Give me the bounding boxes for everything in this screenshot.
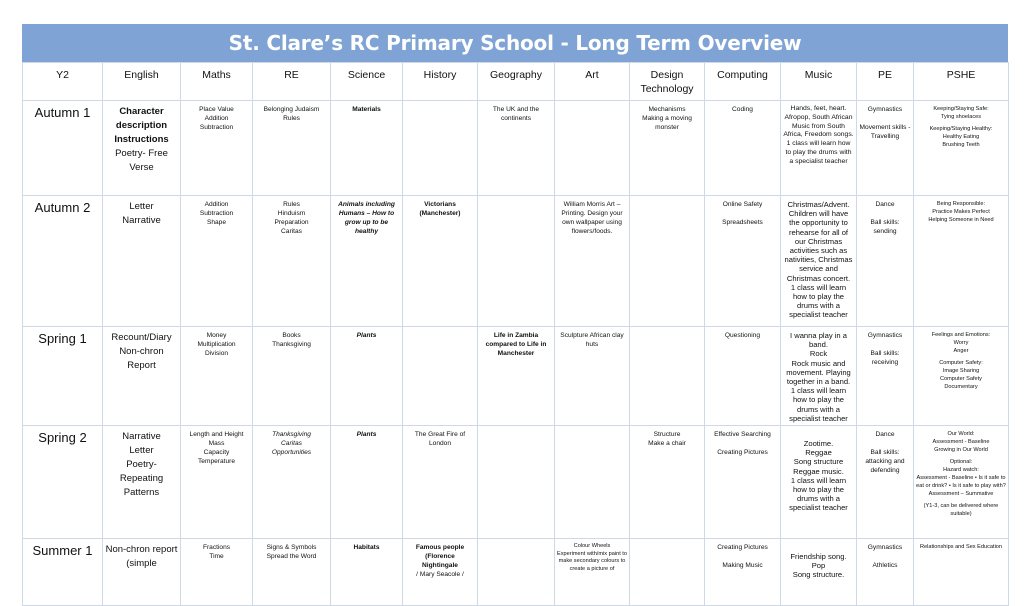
pe-cell <box>857 539 914 606</box>
pshe-cell <box>914 426 1009 539</box>
cell-line: Animals including Humans – How to grow up to be healthy <box>338 201 395 235</box>
cell-line: Creating Pictures <box>717 449 768 457</box>
music-cell <box>781 101 857 196</box>
cell-line: Assessment – Summative <box>928 491 994 498</box>
cell-line: Gymnastics <box>867 332 903 339</box>
dt-cell <box>630 327 705 426</box>
cell-line: Non-chron Report <box>119 346 164 371</box>
cell-line: Victorians <box>424 201 456 208</box>
cell-line: Make a chair <box>648 440 686 448</box>
cell-line: Experiment with/mix paint to make secondary colours to create a picture of <box>557 550 627 572</box>
cell-line: Non-chron report <box>105 544 178 556</box>
cell-line: Rock music and movement. Playing together in a band. <box>786 358 851 387</box>
cell-line: Documentary <box>944 384 978 390</box>
cell-line: Spreadsheets <box>722 219 763 226</box>
header-row <box>23 63 1009 101</box>
science-cell <box>331 327 403 426</box>
cell-line: Time <box>209 553 224 561</box>
page-title: St. Clare’s RC Primary School - Long Term Overview <box>22 24 1008 62</box>
science-cell <box>331 196 403 327</box>
dt-cell <box>630 196 705 327</box>
english-cell <box>103 196 181 327</box>
cell-line: Poetry- Free Verse <box>115 148 168 173</box>
history-cell <box>403 426 478 539</box>
cell-line: Keeping/Staying Healthy: <box>929 126 993 132</box>
cell-line: 1 class will learn how to play the drums with a specialist teacher <box>789 282 848 320</box>
maths-cell <box>181 426 253 539</box>
cell-line: Sculpture African clay huts <box>560 332 624 348</box>
maths-cell <box>181 539 253 606</box>
cell-line: Reggae music. <box>793 466 844 476</box>
cell-line: Song structure <box>793 457 844 467</box>
cell-line: William Morris Art – Printing. Design your own wallpaper using flowers/foods. <box>561 201 623 235</box>
subject-header: Maths <box>181 63 253 101</box>
cell-line: Caritas <box>281 440 302 448</box>
cell-line: Athletics <box>872 562 898 570</box>
cell-line: Colour Wheels <box>573 543 611 550</box>
cell-line: Being Responsible: <box>936 201 986 207</box>
cell-line: Shape <box>206 219 227 226</box>
cell-line: Making a moving monster <box>642 115 692 131</box>
term-label: Summer 1 <box>23 539 103 606</box>
cell-line: Division <box>204 350 229 357</box>
cell-line: Length and Height <box>189 431 244 439</box>
cell-line: Healthy Eating <box>942 134 980 140</box>
cell-line: Keeping/Staying Safe: <box>933 106 989 112</box>
music-cell <box>781 327 857 426</box>
science-cell <box>331 101 403 196</box>
art-cell <box>555 196 630 327</box>
subject-header: PE <box>857 63 914 101</box>
cell-line: Habitats <box>353 544 380 552</box>
subject-header: Geography <box>478 63 555 101</box>
cell-line: Worry <box>953 340 969 346</box>
geography-cell <box>478 539 555 606</box>
cell-line: Ball skills: sending <box>870 219 900 235</box>
term-label: Spring 1 <box>23 327 103 426</box>
dt-cell <box>630 539 705 606</box>
cell-line: Children will have the opportunity to rehearse for all of our Christmas activities such as nativities, Christmas service and Christmas concert. <box>784 209 853 283</box>
geography-cell <box>478 196 555 327</box>
english-cell <box>103 539 181 606</box>
geography-cell <box>478 327 555 426</box>
english-cell <box>103 101 181 196</box>
cell-line: Rock <box>809 349 828 359</box>
cell-line: Making Music <box>722 562 763 570</box>
re-cell <box>253 196 331 327</box>
english-cell <box>103 327 181 426</box>
term-row <box>23 101 1009 196</box>
pe-cell <box>857 327 914 426</box>
pe-cell <box>857 196 914 327</box>
term-label: Spring 2 <box>23 426 103 539</box>
maths-cell <box>181 327 253 426</box>
cell-line: Spread the Word <box>266 553 317 561</box>
history-cell <box>403 539 478 606</box>
cell-line: Life in Zambia compared to Life in Manchester <box>485 332 547 357</box>
cell-line: Hinduism <box>277 210 306 217</box>
cell-line: Signs & Symbols <box>266 544 317 552</box>
subject-header: Music <box>781 63 857 101</box>
dt-cell <box>630 101 705 196</box>
computing-cell <box>705 196 781 327</box>
cell-line: Image Sharing <box>942 368 980 374</box>
cell-line: Brushing Teeth <box>942 142 980 148</box>
cell-line: Movement skills - Travelling <box>859 124 911 140</box>
cell-line: Subtraction <box>199 210 234 217</box>
cell-line: Temperature <box>197 458 235 466</box>
pshe-cell <box>914 539 1009 606</box>
cell-line: Growing in Our World <box>934 447 988 454</box>
pe-cell <box>857 101 914 196</box>
cell-line: Character description <box>115 106 168 131</box>
computing-cell <box>705 327 781 426</box>
cell-line: Assessment - Baseline <box>932 439 990 446</box>
cell-line: Mass <box>208 440 225 448</box>
art-cell <box>555 539 630 606</box>
cell-line: Letter <box>129 201 154 212</box>
art-cell <box>555 327 630 426</box>
cell-line: Music from South Africa, Freedom songs. <box>783 122 854 139</box>
re-cell <box>253 539 331 606</box>
cell-line: I wanna play in a band. <box>790 331 847 350</box>
subject-header: Computing <box>705 63 781 101</box>
cell-line: Reggae <box>805 448 832 458</box>
cell-line: Gymnastics <box>867 106 903 113</box>
cell-line: Multiplication <box>197 341 236 348</box>
cell-line: Mechanisms <box>648 106 686 113</box>
cell-line: Capacity <box>203 449 230 457</box>
subject-header: History <box>403 63 478 101</box>
cell-line: Famous people <box>415 544 465 552</box>
cell-line: Materials <box>352 106 381 113</box>
pshe-cell <box>914 327 1009 426</box>
term-row <box>23 426 1009 539</box>
maths-cell <box>181 101 253 196</box>
cell-line: Recount/Diary <box>111 332 172 343</box>
cell-line: Assessment - Baseline • Is it safe to eat or drink? • Is it safe to play with? <box>916 475 1006 490</box>
cell-line: Optional: <box>949 459 973 466</box>
cell-line: Poetry- Repeating Patterns <box>119 459 164 499</box>
cell-line: Coding <box>732 106 753 113</box>
art-cell <box>555 426 630 539</box>
cell-line: Online Safety <box>722 201 763 208</box>
computing-cell <box>705 101 781 196</box>
history-cell <box>403 327 478 426</box>
term-label: Autumn 2 <box>23 196 103 327</box>
cell-line: Our World: <box>947 431 975 438</box>
cell-line: Song structure. <box>792 570 845 580</box>
term-row <box>23 327 1009 426</box>
cell-line: (Manchester) <box>419 210 461 217</box>
cell-line: Opportunities <box>271 449 312 457</box>
cell-line: Pop <box>811 561 826 571</box>
pe-cell <box>857 426 914 539</box>
english-cell <box>103 426 181 539</box>
cell-line: (Y1-3, can be delivered where suitable) <box>923 503 999 518</box>
subject-header: English <box>103 63 181 101</box>
cell-line: Ball skills: receiving <box>870 350 900 366</box>
subject-header: PSHE <box>914 63 1009 101</box>
cell-line: Relationships and Sex Education <box>919 544 1003 551</box>
cell-line: Addition <box>204 201 229 208</box>
cell-line: Effective Searching <box>714 431 771 439</box>
geography-cell <box>478 101 555 196</box>
cell-line: Thanksgiving <box>272 431 311 439</box>
cell-line: Anger <box>953 348 969 354</box>
cell-line: Dance <box>875 431 895 439</box>
cell-line: 1 class will learn how to play the drums with a specialist teacher <box>789 386 848 423</box>
cell-line: (Florence <box>425 553 455 561</box>
art-cell <box>555 101 630 196</box>
term-row <box>23 539 1009 606</box>
cell-line: Plants <box>356 431 377 439</box>
cell-line: Nightingale <box>422 562 458 570</box>
cell-line: Christmas/Advent. <box>787 200 850 209</box>
cell-line: Fractions <box>202 544 231 552</box>
cell-line: Feelings and Emotions: <box>931 332 991 338</box>
cell-line: Books <box>282 332 301 339</box>
cell-line: Computer Safety <box>940 376 982 382</box>
term-row <box>23 196 1009 327</box>
pshe-cell <box>914 196 1009 327</box>
term-label: Autumn 1 <box>23 101 103 196</box>
subject-header: Design Technology <box>630 63 705 101</box>
cell-line: / Mary Seacole / <box>416 571 464 579</box>
history-cell <box>403 196 478 327</box>
science-cell <box>331 539 403 606</box>
cell-line: Ball skills: attacking and defending <box>865 449 905 475</box>
cell-line: Creating Pictures <box>717 544 768 552</box>
year-label: Y2 <box>23 63 103 101</box>
cell-line: Instructions <box>114 134 169 145</box>
cell-line: The Great Fire of London <box>414 431 466 448</box>
maths-cell <box>181 196 253 327</box>
cell-line: Gymnastics <box>867 544 903 552</box>
cell-line: Structure <box>653 431 681 439</box>
cell-line: Preparation <box>274 219 309 226</box>
re-cell <box>253 327 331 426</box>
cell-line: Place Value <box>199 106 234 113</box>
pshe-cell <box>914 101 1009 196</box>
re-cell <box>253 426 331 539</box>
music-cell <box>781 196 857 327</box>
long-term-overview-table <box>22 62 1009 606</box>
cell-line: Afropop, South African <box>784 113 853 121</box>
re-cell <box>253 101 331 196</box>
cell-line: Letter <box>129 445 154 457</box>
cell-line: Hazard watch: <box>943 467 979 474</box>
cell-line: Thanksgiving <box>272 341 311 348</box>
cell-line: Zootime. <box>803 439 834 449</box>
cell-line: Plants <box>356 332 377 339</box>
cell-line: Narrative <box>122 431 161 443</box>
cell-line: Belonging Judaism <box>263 106 320 113</box>
science-cell <box>331 426 403 539</box>
cell-line: Subtraction <box>199 124 234 131</box>
cell-line: The UK and the continents <box>492 106 540 122</box>
cell-line: Hands, feet, heart. <box>790 105 847 112</box>
subject-header: Science <box>331 63 403 101</box>
computing-cell <box>705 539 781 606</box>
computing-cell <box>705 426 781 539</box>
music-cell <box>781 539 857 606</box>
subject-header: Art <box>555 63 630 101</box>
cell-line: (simple <box>126 558 157 570</box>
cell-line: Caritas <box>281 228 302 235</box>
cell-line: Questioning <box>724 332 761 339</box>
subject-header: RE <box>253 63 331 101</box>
cell-line: Tying shoelaces <box>940 114 982 120</box>
cell-line: 1 class will learn how to play the drums with a specialist teacher <box>789 475 848 513</box>
cell-line: Computer Safety: <box>939 360 983 366</box>
history-cell <box>403 101 478 196</box>
cell-line: Helping Someone in Need <box>928 217 994 223</box>
dt-cell <box>630 426 705 539</box>
cell-line: Money <box>206 332 227 339</box>
cell-line: Friendship song. <box>790 552 847 562</box>
cell-line: 1 class will learn how to play the drums with a specialist teacher <box>785 140 852 165</box>
cell-line: Dance <box>875 201 895 208</box>
music-cell <box>781 426 857 539</box>
cell-line: Rules <box>283 115 300 122</box>
cell-line: Rules <box>283 201 300 208</box>
cell-line: Narrative <box>122 215 161 226</box>
cell-line: Practice Makes Perfect <box>932 209 990 215</box>
cell-line: Addition <box>204 115 229 122</box>
geography-cell <box>478 426 555 539</box>
